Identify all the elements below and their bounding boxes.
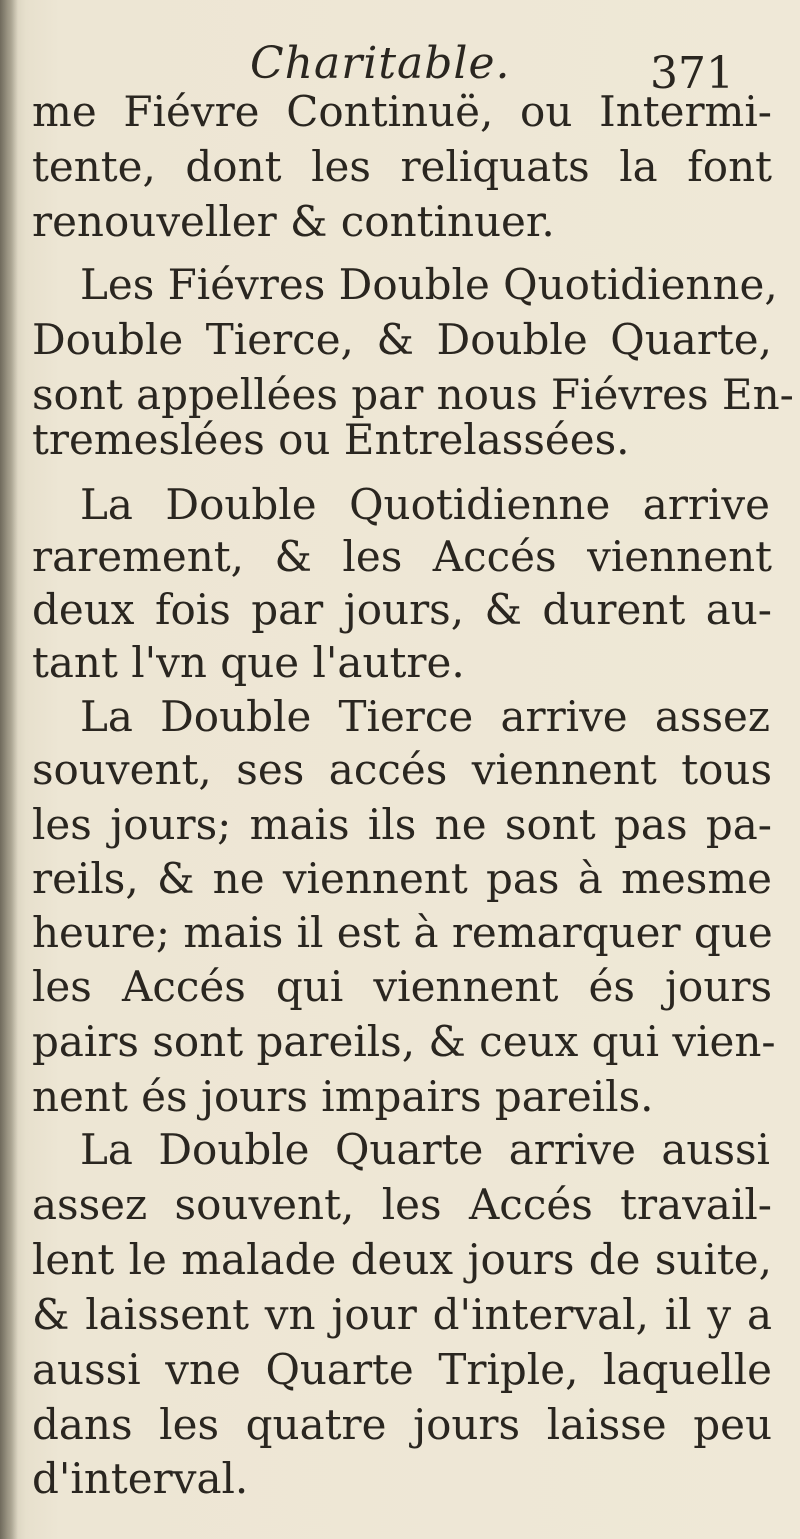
text-line: lent le malade deux jours de suite,	[32, 1235, 772, 1284]
text-line: souvent, ses accés viennent tous	[32, 745, 772, 794]
text-line: les Accés qui viennent és jours	[32, 962, 772, 1011]
text-line: tente, dont les reliquats la font	[32, 142, 772, 191]
text-line: dans les quatre jours laisse peu	[32, 1400, 772, 1449]
text-line: heure; mais il est à remarquer que	[32, 908, 773, 957]
text-line: rarement, & les Accés viennent	[32, 532, 772, 581]
text-line: tant l'vn que l'autre.	[32, 638, 465, 687]
text-line: La Double Quarte arrive aussi	[80, 1125, 770, 1174]
text-line: sont appellées par nous Fiévres En-	[32, 370, 794, 419]
text-line: La Double Tierce arrive assez	[80, 692, 770, 741]
text-line: La Double Quotidienne arrive	[80, 480, 770, 529]
text-line: d'interval.	[32, 1454, 249, 1503]
text-line: aussi vne Quarte Triple, laquelle	[32, 1345, 772, 1394]
text-line: & laissent vn jour d'interval, il y a	[32, 1290, 772, 1339]
text-line: Les Fiévres Double Quotidienne,	[80, 260, 778, 309]
text-line: assez souvent, les Accés travail-	[32, 1180, 772, 1229]
text-line: me Fiévre Continuë, ou Intermi-	[32, 87, 772, 136]
text-line: reils, & ne viennent pas à mesme	[32, 854, 772, 903]
running-head: Charitable.	[250, 38, 511, 89]
page-number: 371	[650, 48, 734, 99]
text-line: nent és jours impairs pareils.	[32, 1072, 654, 1121]
text-line: pairs sont pareils, & ceux qui vien-	[32, 1017, 776, 1066]
text-line: renouveller & continuer.	[32, 197, 555, 246]
text-line: les jours; mais ils ne sont pas pa-	[32, 800, 772, 849]
text-line: deux fois par jours, & durent au-	[32, 585, 772, 634]
text-line: tremeslées ou Entrelassées.	[32, 415, 630, 464]
text-line: Double Tierce, & Double Quarte,	[32, 315, 772, 364]
